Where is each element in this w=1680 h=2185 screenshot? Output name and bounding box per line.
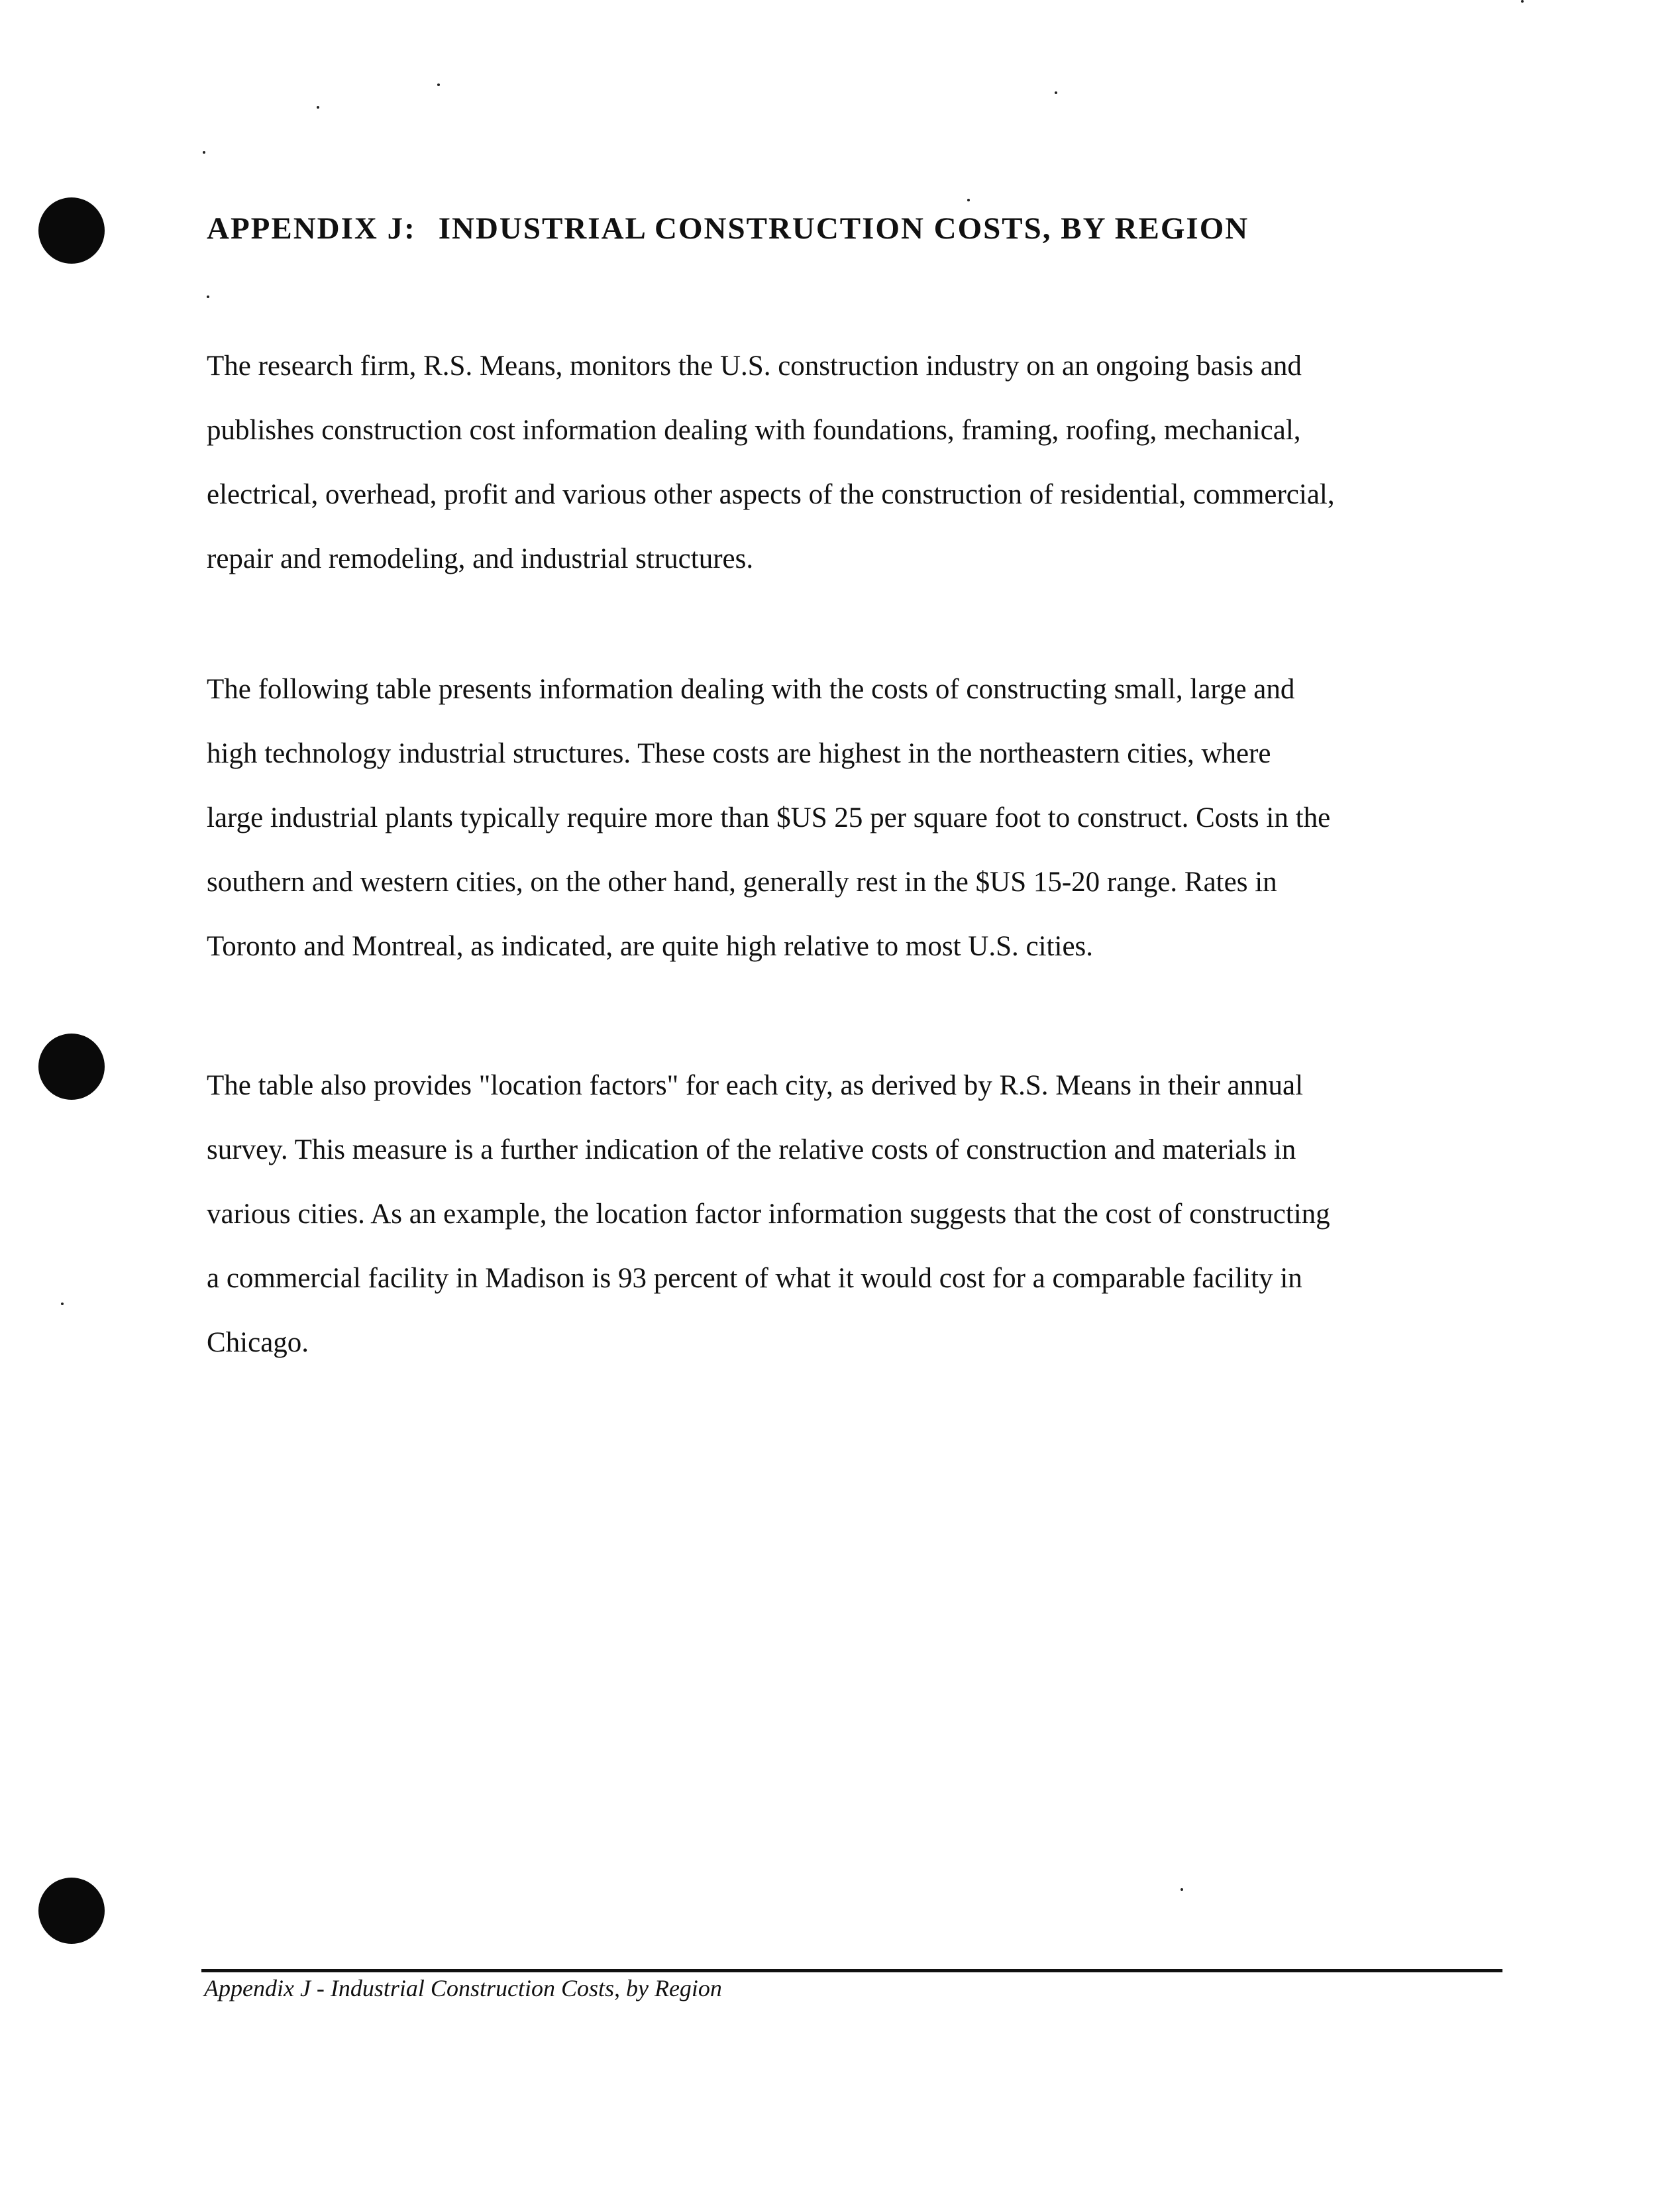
scan-speck bbox=[1181, 1888, 1183, 1891]
footer-divider bbox=[201, 1969, 1502, 1972]
text-line: a commercial facility in Madison is 93 percent of what it would cost for a comparable facility in bbox=[207, 1263, 1302, 1294]
text-line: high technology industrial structures. These costs are highest in the northeastern cities, where bbox=[207, 738, 1271, 769]
scan-speck bbox=[437, 83, 440, 86]
appendix-label: APPENDIX J: bbox=[207, 211, 416, 246]
text-line: southern and western cities, on the other hand, generally rest in the $US 15-20 range. Rates in bbox=[207, 867, 1277, 898]
text-line: Toronto and Montreal, as indicated, are quite high relative to most U.S. cities. bbox=[207, 931, 1094, 962]
text-line: The following table presents information dealing with the costs of constructing small, large and bbox=[207, 674, 1295, 705]
page-title bbox=[207, 211, 1249, 246]
text-line: survey. This measure is a further indication of the relative costs of construction and materials in bbox=[207, 1134, 1296, 1165]
scan-speck bbox=[1521, 0, 1524, 3]
text-line: The research firm, R.S. Means, monitors the U.S. construction industry on an ongoing basis and bbox=[207, 350, 1302, 382]
text-line: Chicago. bbox=[207, 1327, 309, 1358]
punch-hole-top bbox=[38, 197, 105, 264]
scan-speck bbox=[317, 106, 319, 109]
scan-speck bbox=[967, 199, 970, 201]
body-paragraph-2 bbox=[207, 657, 1498, 979]
scan-speck bbox=[207, 295, 209, 298]
text-line: various cities. As an example, the location factor information suggests that the cost of constructing bbox=[207, 1199, 1330, 1230]
scan-speck bbox=[1055, 91, 1057, 94]
scan-speck bbox=[61, 1303, 64, 1305]
text-line: electrical, overhead, profit and various other aspects of the construction of residential, commercial, bbox=[207, 479, 1335, 510]
text-line: publishes construction cost information dealing with foundations, framing, roofing, mechanical, bbox=[207, 415, 1301, 446]
text-line: large industrial plants typically require more than $US 25 per square foot to construct. Costs in the bbox=[207, 802, 1331, 833]
punch-hole-bottom bbox=[38, 1878, 105, 1944]
scan-speck bbox=[203, 151, 205, 154]
text-line: repair and remodeling, and industrial structures. bbox=[207, 543, 754, 574]
body-paragraph-1 bbox=[207, 334, 1498, 591]
appendix-title: INDUSTRIAL CONSTRUCTION COSTS, BY REGION bbox=[438, 211, 1249, 246]
running-footer: Appendix J - Industrial Construction Costs, by Region bbox=[204, 1975, 722, 2001]
text-line: The table also provides "location factors" for each city, as derived by R.S. Means in their annual bbox=[207, 1070, 1304, 1101]
punch-hole-middle bbox=[38, 1034, 105, 1100]
body-paragraph-3 bbox=[207, 1053, 1498, 1375]
